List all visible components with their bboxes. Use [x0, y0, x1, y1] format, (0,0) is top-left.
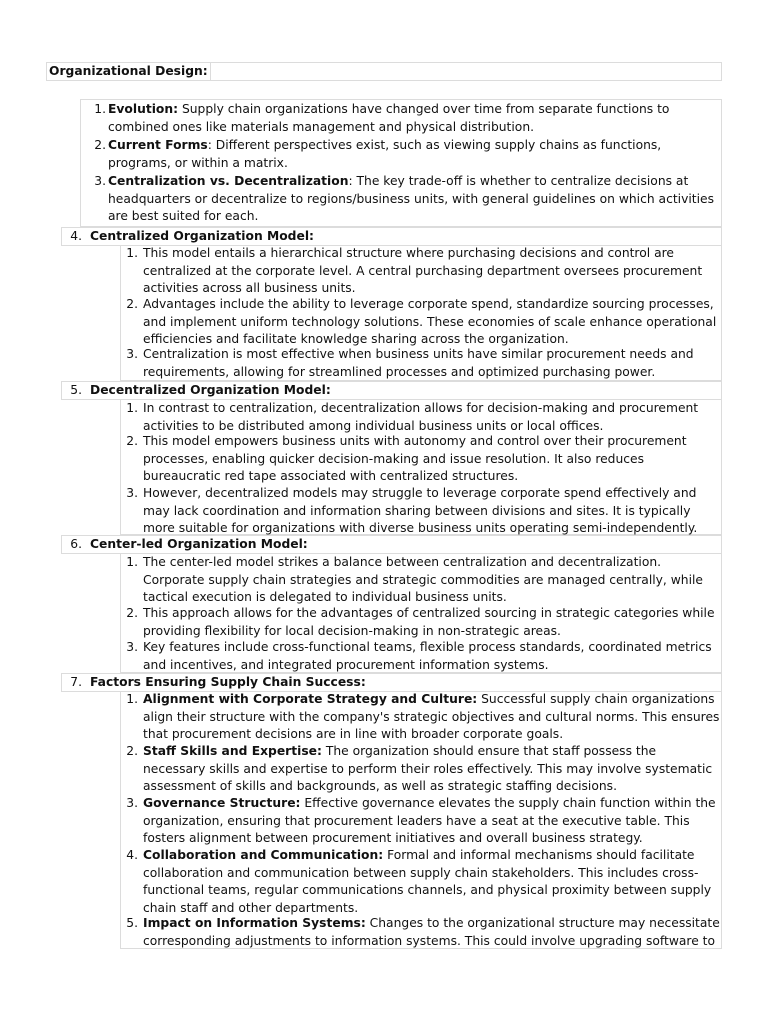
list-item: 1. This model entails a hierarchical structure where purchasing decisions and control are centralized at the corporate level. A central purchasing department oversees procurement activities across all business units. [126, 246, 703, 296]
section-heading: 6. Center-led Organization Model: [61, 535, 722, 554]
page-title: Organizational Design: [47, 63, 211, 80]
list-item: 2. Staff Skills and Expertise: The organization should ensure that staff possess the necessary skills and expertise to perform their roles effectively. This may involve systematic assessment of skills and backgrounds, as well as strategic staffing decisions. [126, 744, 713, 794]
list-item: 2. Current Forms: Different perspectives exist, such as viewing supply chains as functions, programs, or within a matrix. [94, 138, 662, 170]
list-item: 3. However, decentralized models may struggle to leverage corporate spend effectively and may lack coordination and information sharing between divisions and sites. It is typically more suitable for organizations with diverse business units operating semi-independently. [126, 486, 698, 536]
list-item: 5. Impact on Information Systems: Changes to the organizational structure may necessitate corresponding adjustments to information systems. This could involve upgrading software to [126, 916, 720, 948]
list-item: 3. Key features include cross-functional teams, flexible process standards, coordinated metrics and incentives, and integrated procurement information systems. [126, 640, 712, 672]
list-item: 3. Centralization vs. Decentralization: The key trade-off is whether to centralize decisions at headquarters or decentralize to regions/business units, with general guidelines on which activities are best suited for each. [94, 174, 714, 224]
list-item: 1. In contrast to centralization, decentralization allows for decision-making and procurement activities to be distributed among individual business units or local offices. [126, 401, 699, 433]
section-heading: 4. Centralized Organization Model: [61, 227, 722, 246]
list-item: 1. Evolution: Supply chain organizations have changed over time from separate functions to combined ones like materials management and physical distribution. [94, 102, 670, 134]
document-title-bar [46, 62, 722, 81]
list-item: 4. Collaboration and Communication: Formal and informal mechanisms should facilitate collaboration and communication between supply chain stakeholders. This includes cross-functional teams, regular communications channels, and physical proximity between supply chain staff and other departments. [126, 848, 712, 915]
list-item: 1. The center-led model strikes a balance between centralization and decentralization. Corporate supply chain strategies and strategic commodities are managed centrally, while tactical execution is delegated to individual business units. [126, 555, 703, 605]
list-item: 2. Advantages include the ability to leverage corporate spend, standardize sourcing processes, and implement uniform technology solutions. These economies of scale enhance operational efficiencies and facilitate knowledge sharing across the organization. [126, 297, 717, 347]
section-heading: 5. Decentralized Organization Model: [61, 381, 722, 400]
list-item: 2. This model empowers business units with autonomy and control over their procurement processes, enabling quicker decision-making and issue resolution. It also reduces bureaucratic red tape associated with centralized structures. [126, 434, 687, 484]
list-item: 3. Centralization is most effective when business units have similar procurement needs and requirements, allowing for streamlined processes and optimized purchasing power. [126, 347, 694, 379]
list-item: 1. Alignment with Corporate Strategy and Culture: Successful supply chain organizations align their structure with the company's strategic objectives and cultural norms. This ensures that procurement decisions are in line with broader corporate goals. [126, 692, 720, 742]
list-item: 2. This approach allows for the advantages of centralized sourcing in strategic categories while providing flexibility for local decision-making in non-strategic areas. [126, 606, 715, 638]
section-heading: 7. Factors Ensuring Supply Chain Success: [61, 673, 722, 692]
list-item: 3. Governance Structure: Effective governance elevates the supply chain function within the organization, ensuring that procurement leaders have a seat at the executive table. This fosters alignment between procurement initiatives and overall business strategy. [126, 796, 716, 846]
